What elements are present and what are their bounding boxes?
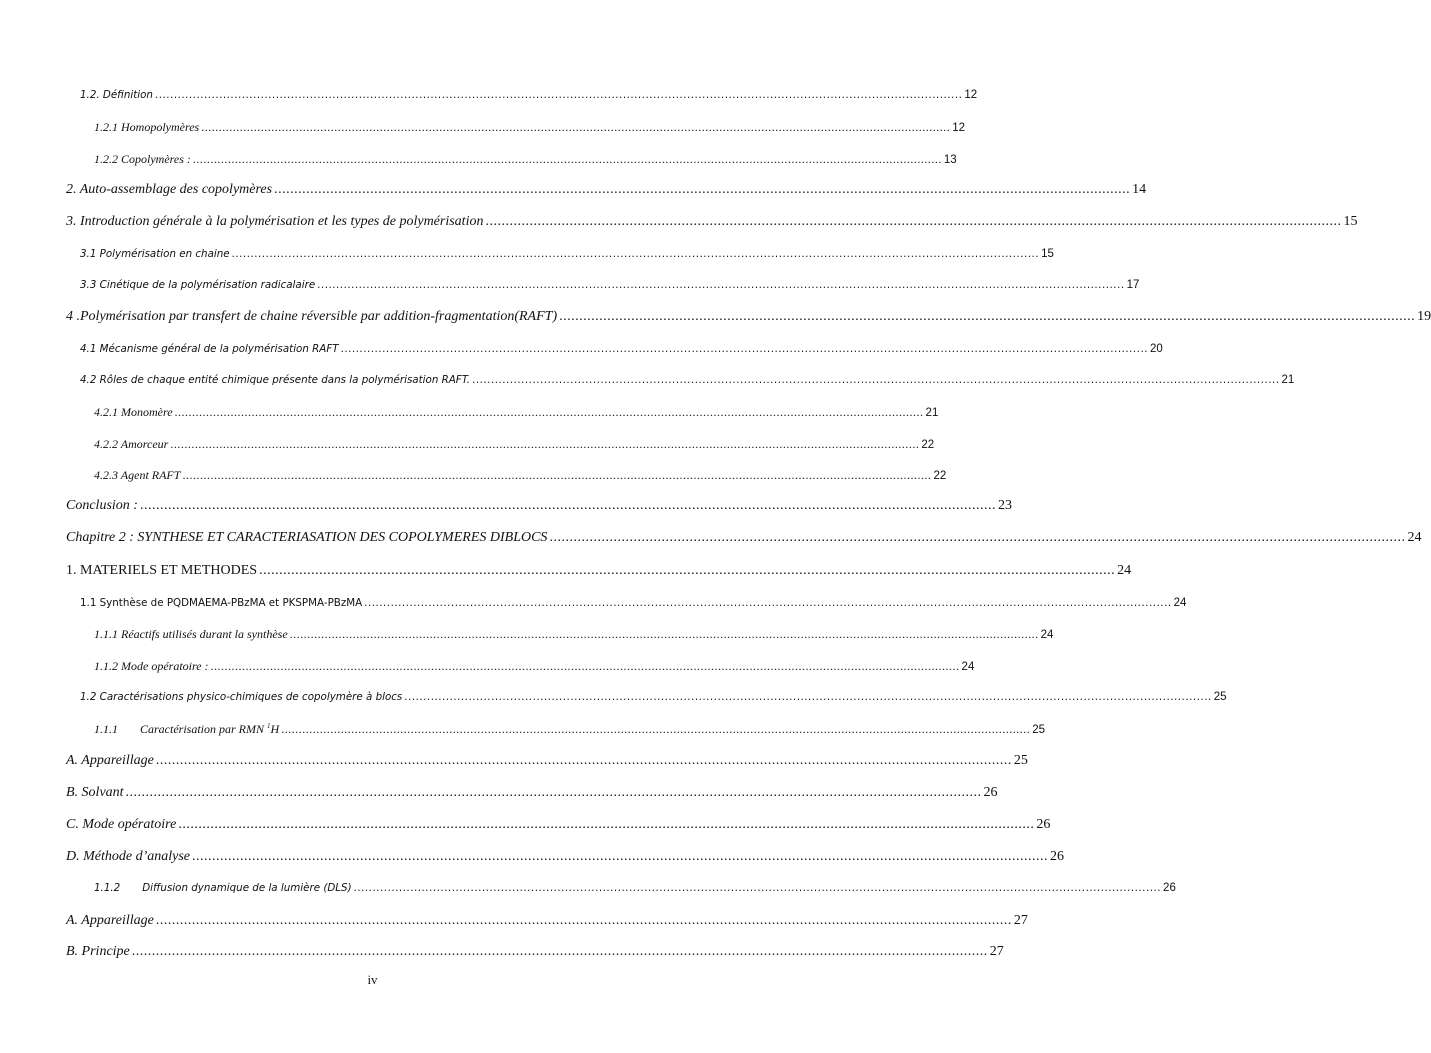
toc-entry[interactable] [94,882,1176,894]
toc-page-number: 24 [1040,629,1054,641]
toc-page-number: 27 [1013,913,1028,928]
toc-entry-label: 1.2.1 Homopolymères [94,120,200,134]
toc-entry[interactable] [66,530,1422,546]
toc-entry-label: 4.2 Rôles de chaque entité chimique présente dans la polymérisation RAFT. [80,374,471,386]
toc-superscript: 1 [267,722,271,730]
toc-leader: ...................................................................................................................................................................................................................... [174,405,924,419]
toc-entry-label: 4.1 Mécanisme général de la polymérisation RAFT [80,343,339,355]
toc-entry-label: 1.1.1 Réactifs utilisés durant la synthèse [94,627,288,641]
toc-entry-label: 4.2.3 Agent RAFT [94,468,181,482]
toc-entry-label: A. Appareillage [66,753,154,768]
toc-entry[interactable] [66,498,1012,514]
toc-entry-text: Caractérisation par RMN [140,722,268,736]
toc-entry-label: B. Principe [66,944,130,959]
toc-leader: ...................................................................................................................................................................................................................... [274,182,1131,197]
toc-entry-label: 3.1 Polymérisation en chaine [80,248,230,260]
toc-leader: ...................................................................................................................................................................................................................... [192,152,942,166]
toc-entry-label: 1.1.2 Mode opératoire : [94,659,209,673]
toc-entry[interactable] [66,849,1065,865]
toc-leader: ...................................................................................................................................................................................................................... [281,722,1031,736]
toc-entry[interactable] [80,374,1295,386]
toc-entry[interactable] [80,343,1163,355]
toc-entry[interactable] [94,722,1045,737]
toc-page-number: 26 [1050,849,1065,864]
toc-entry[interactable] [66,214,1358,230]
toc-entry[interactable] [66,753,1028,769]
toc-entry-label: 1. MATERIELS ET METHODES [66,563,258,578]
toc-leader: ...................................................................................................................................................................................................................... [289,627,1039,641]
toc-page-number: 24 [1117,563,1132,578]
toc-page-number: 15 [1343,214,1358,229]
toc-entry[interactable] [80,279,1140,291]
toc-entry-label: Chapitre 2 : SYNTHESE ET CARACTERIASATION DES COPOLYMERES DIBLOCS [66,530,548,545]
toc-page-number: 24 [1407,530,1422,545]
toc-entry-label: 4 .Polymérisation par transfert de chaine réversible par addition-fragmentation(RAFT) [66,309,558,324]
toc-entry[interactable] [66,309,1431,325]
toc-leader: ...................................................................................................................................................................................................................... [485,214,1342,229]
toc-page-number: 14 [1132,182,1147,197]
toc-page-number: 22 [921,439,935,451]
toc-entry-number: 1.1.2 [94,882,121,894]
toc-leader: ...................................................................................................................................................................................................................... [192,849,1049,864]
toc-entry-label: A. Appareillage [66,913,154,928]
toc-entry-label: 3.3 Cinétique de la polymérisation radicalaire [80,279,316,291]
toc-entry[interactable] [80,597,1187,609]
toc-page-number: 25 [1032,724,1045,736]
toc-leader: ...................................................................................................................................................................................................................... [317,279,1125,291]
toc-leader: ...................................................................................................................................................................................................................... [182,468,932,482]
toc-leader: ...................................................................................................................................................................................................................... [125,785,982,800]
toc-entry[interactable] [66,182,1147,198]
toc-entry[interactable] [80,248,1054,260]
toc-leader: ...................................................................................................................................................................................................................... [170,437,920,451]
toc-page-number: 25 [1213,691,1227,703]
toc-leader: ...................................................................................................................................................................................................................... [155,913,1012,928]
toc-entry-label: 1.2.2 Copolymères : [94,152,191,166]
toc-leader: ...................................................................................................................................................................................................................... [210,659,960,673]
toc-leader: ...................................................................................................................................................................................................................... [353,882,1162,894]
toc-entry-text: Diffusion dynamique de la lumière (DLS) [142,882,352,894]
toc-leader: ...................................................................................................................................................................................................................... [549,530,1406,545]
toc-entry-label: B. Solvant [66,785,124,800]
toc-page-number: 26 [1163,882,1176,894]
toc-leader: ...................................................................................................................................................................................................................... [472,374,1280,386]
toc-page-number: 12 [952,122,966,134]
toc-entry-label [94,882,352,894]
toc-leader: ...................................................................................................................................................................................................................... [340,343,1149,355]
toc-entry[interactable] [94,405,939,420]
toc-leader: ...................................................................................................................................................................................................................... [155,753,1012,768]
toc-leader: ...................................................................................................................................................................................................................... [139,498,996,513]
toc-page-number: 23 [997,498,1012,513]
toc-entry[interactable] [94,659,975,674]
toc-entry[interactable] [80,691,1227,703]
toc-entry-label: Conclusion : [66,498,138,513]
toc-entry[interactable] [66,817,1051,833]
toc-entry-number: 1.1.1 [94,722,118,736]
toc-entry[interactable] [94,152,957,167]
page-number-footer: iv [367,972,378,987]
toc-page-number: 22 [933,470,947,482]
toc-page-number: 15 [1041,248,1054,260]
toc-entry-label: 2. Auto-assemblage des copolymères [66,182,273,197]
toc-page-number: 13 [943,154,957,166]
toc-entry-label: 1.2 Caractérisations physico-chimiques de copolymère à blocs [80,691,403,703]
toc-leader: ...................................................................................................................................................................................................................... [259,563,1116,578]
toc-leader: ...................................................................................................................................................................................................................... [131,944,988,959]
toc-entry-label: 1.2. Définition [80,89,153,101]
toc-entry[interactable] [66,563,1132,579]
toc-page-number: 26 [983,785,998,800]
toc-page-number: 25 [1013,753,1028,768]
toc-page-number: 19 [1417,309,1431,324]
toc-entry-label: 3. Introduction générale à la polymérisation et les types de polymérisation [66,214,484,229]
toc-entry[interactable] [94,120,966,135]
toc-page-number: 20 [1150,343,1163,355]
toc-entry[interactable] [66,785,998,801]
toc-entry[interactable] [80,89,978,101]
toc-entry-label: 4.2.1 Monomère [94,405,173,419]
toc-entry-label: D. Méthode d’analyse [66,849,191,864]
toc-entry[interactable] [94,627,1054,642]
toc-leader: ...................................................................................................................................................................................................................... [404,691,1212,703]
toc-page-number: 24 [961,661,975,673]
toc-leader: ...................................................................................................................................................................................................................... [154,89,963,101]
toc-entry[interactable] [94,468,947,483]
toc-page-number: 21 [1281,374,1295,386]
toc-page-number: 27 [989,944,1004,959]
toc-leader: ...................................................................................................................................................................................................................... [559,309,1416,324]
toc-entry-label [94,722,279,737]
toc-entry-label: 4.2.2 Amorceur [94,437,169,451]
toc-page-number: 26 [1036,817,1051,832]
toc-entry-label: 1.1 Synthèse de PQDMAEMA-PBzMA et PKSPMA-PBzMA [80,597,363,609]
toc-page-number: 17 [1126,279,1140,291]
toc-page-number: 12 [964,89,978,101]
toc-entry-text-after: H [270,722,280,736]
toc-entry[interactable] [94,437,935,452]
toc-entry[interactable] [66,944,1004,960]
toc-leader: ...................................................................................................................................................................................................................... [364,597,1172,609]
toc-page-number: 21 [925,407,939,419]
toc-entry[interactable] [66,913,1028,929]
toc-leader: ...................................................................................................................................................................................................................... [231,248,1040,260]
toc-entry-label: C. Mode opératoire [66,817,177,832]
toc-leader: ...................................................................................................................................................................................................................... [201,120,951,134]
toc-leader: ...................................................................................................................................................................................................................... [178,817,1035,832]
toc-page-number: 24 [1173,597,1187,609]
